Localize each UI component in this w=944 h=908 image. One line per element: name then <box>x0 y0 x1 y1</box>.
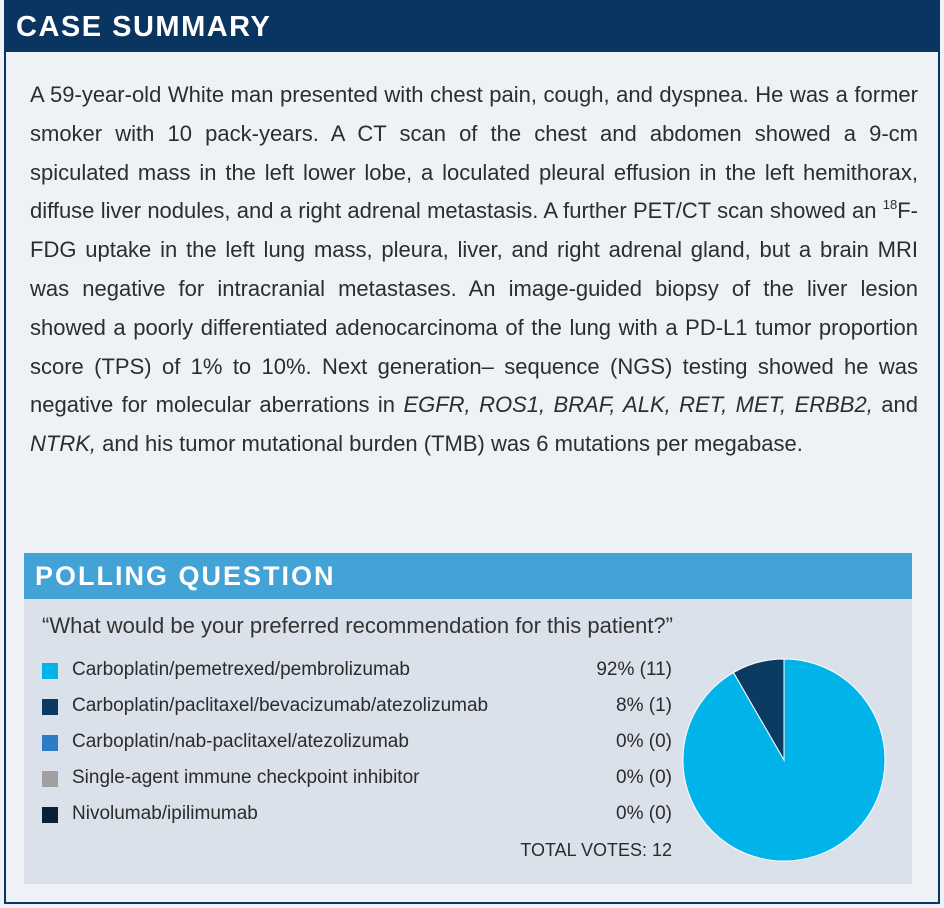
case-line: the left lung mass, pleura, liver, and right adrenal gland, but a brain MRI <box>186 237 919 263</box>
isotope-superscript: 18 <box>882 197 898 213</box>
case-line: He was a former smoker with 10 pack-years. A CT scan of the chest and <box>30 82 918 146</box>
legend-swatch <box>42 663 58 679</box>
poll-option <box>42 731 672 755</box>
polling-question-panel <box>24 553 912 884</box>
poll-option <box>42 695 672 719</box>
case-line: and his tumor <box>102 431 236 457</box>
case-line: with a PD-L1 tumor proportion score (TPS) of 1% to 10%. Next generation– <box>30 314 918 379</box>
case-line: A 59-year-old White man presented with chest pain, cough, and dyspnea. <box>30 82 749 107</box>
case-summary-text <box>30 76 918 464</box>
poll-option-label: Carboplatin/pemetrexed/pembrolizumab <box>72 659 410 680</box>
poll-question-text: “What would be your preferred recommendation for this patient?” <box>42 613 673 638</box>
poll-option-percent: 92% (11) <box>596 659 672 680</box>
poll-option-label: Single-agent immune checkpoint inhibitor <box>72 767 420 788</box>
total-votes: TOTAL VOTES: 12 <box>520 840 672 860</box>
legend-swatch <box>42 807 58 823</box>
gene-list: EGFR, ROS1, BRAF, ALK, RET, MET, ERBB2, <box>403 392 873 418</box>
poll-option <box>42 659 672 683</box>
case-line: was negative for intracranial metastases. An image-guided biopsy of the <box>30 275 794 301</box>
gene-ntrk: NTRK, <box>30 431 96 457</box>
poll-option <box>42 767 672 791</box>
poll-pie-chart <box>681 657 887 863</box>
case-line: abdomen showed a 9-cm spiculated mass in the left lower lobe, a loculated <box>30 120 918 185</box>
poll-option-percent: 0% (0) <box>616 803 672 824</box>
poll-option-label: Nivolumab/ipilimumab <box>72 803 258 824</box>
case-line: in <box>377 392 396 418</box>
legend-swatch <box>42 771 58 787</box>
case-line: F-FDG uptake in <box>30 198 918 263</box>
poll-option <box>42 803 672 827</box>
legend-swatch <box>42 735 58 751</box>
poll-option-percent: 0% (0) <box>616 731 672 752</box>
case-summary-header: CASE SUMMARY <box>6 2 938 52</box>
poll-option-label: Carboplatin/nab-paclitaxel/atezolizumab <box>72 731 409 752</box>
case-line: liver lesion showed a poorly differentiated adenocarcinoma of the lung <box>30 275 918 340</box>
poll-option-percent: 8% (1) <box>616 695 672 716</box>
poll-option-percent: 0% (0) <box>616 767 672 788</box>
case-line: pleural effusion in the left hemithorax, diffuse liver nodules, and a right <box>30 159 918 224</box>
case-line: sequence (NGS) testing showed he was negative for molecular aberrations <box>30 353 918 418</box>
case-line: mutational burden (TMB) was 6 mutations per megabase. <box>241 431 803 457</box>
case-line: and <box>881 392 918 418</box>
case-line: adrenal metastasis. A further PET/CT scan showed an <box>347 198 877 224</box>
polling-question-header: POLLING QUESTION <box>24 553 912 599</box>
legend-swatch <box>42 699 58 715</box>
poll-option-label: Carboplatin/paclitaxel/bevacizumab/atezolizumab <box>72 695 489 716</box>
